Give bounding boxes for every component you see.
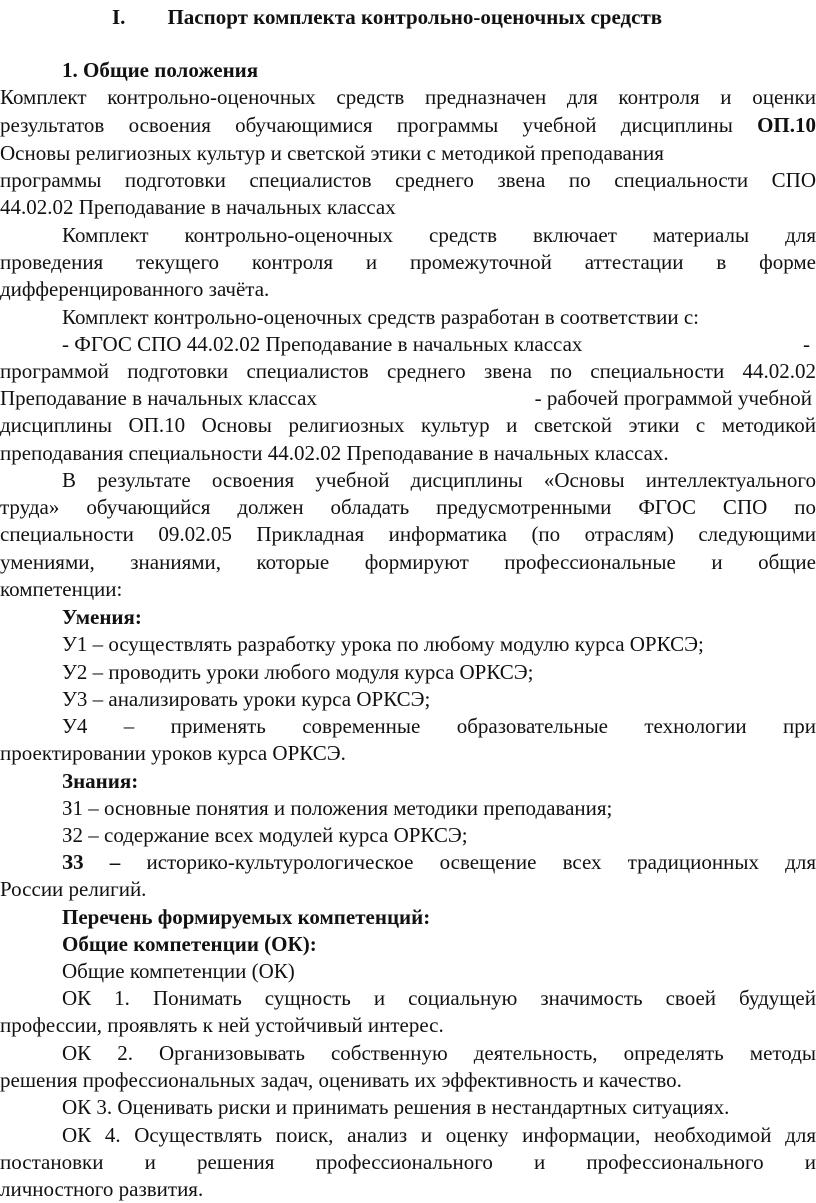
p1-line-2-text: результатов освоения обучающимися программы учебной дисциплины — [0, 113, 733, 137]
p2-line-3: дифференцированного зачёта. — [0, 276, 816, 303]
ok-plain-heading: Общие компетенции (ОК) — [0, 958, 816, 985]
p2-line-1: Комплект контрольно-оценочных средств включает материалы для — [0, 222, 816, 249]
ok3: ОК 3. Оценивать риски и принимать решения в нестандартных ситуациях. — [0, 1094, 816, 1121]
skill-u4-line-1: У4 – применять современные образовательные технологии при — [0, 713, 816, 740]
p3-line-4-tail: - рабочей программой учебной — [535, 385, 812, 412]
ok1-line-2: профессии, проявлять к ней устойчивый интерес. — [0, 1012, 816, 1039]
ok2-line-2: решения профессиональных задач, оценивать их эффективность и качество. — [0, 1067, 816, 1094]
competencies-list-heading: Перечень формируемых компетенций: — [0, 904, 816, 931]
p3-line-4 — [0, 385, 816, 412]
p4-line-5: компетенции: — [0, 576, 816, 603]
p4-line-2: труда» обучающийся должен обладать предусмотренными ФГОС СПО по — [0, 494, 816, 521]
p3-line-2 — [0, 331, 816, 358]
ok4-line-3: личностного развития. — [0, 1176, 816, 1203]
section-title — [112, 2, 662, 32]
ok2-line-1: ОК 2. Организовывать собственную деятельность, определять методы — [0, 1040, 816, 1067]
p2-line-2: проведения текущего контроля и промежуточной аттестации в форме — [0, 249, 816, 276]
skill-u1: У1 – осуществлять разработку урока по любому модулю курса ОРКСЭ; — [0, 631, 816, 658]
p1-line-5: 44.02.02 Преподавание в начальных классах — [0, 194, 816, 221]
skills-heading: Умения: — [0, 604, 816, 631]
p3-line-2-text: - ФГОС СПО 44.02.02 Преподавание в начальных классах — [62, 332, 582, 356]
knowledge-heading: Знания: — [0, 768, 816, 795]
knowledge-z3-line-2: России религий. — [0, 876, 816, 903]
knowledge-z3-label: З3 – — [62, 850, 120, 874]
section-title-text: Паспорт комплекта контрольно-оценочных средств — [167, 5, 662, 29]
p3-line-3: программой подготовки специалистов среднего звена по специальности 44.02.02 — [0, 358, 816, 385]
p4-line-4: умениями, знаниями, которые формируют профессиональные и общие — [0, 549, 816, 576]
knowledge-z3-text: историко-культурологическое освещение всех традиционных для — [147, 850, 816, 874]
p1-line-2 — [0, 112, 816, 139]
p1-line-4: программы подготовки специалистов среднего звена по специальности СПО — [0, 167, 816, 194]
knowledge-z1: З1 – основные понятия и положения методики преподавания; — [0, 795, 816, 822]
p3-line-5: дисциплины ОП.10 Основы религиозных культур и светской этики с методикой — [0, 412, 816, 439]
p1-line-1: Комплект контрольно-оценочных средств предназначен для контроля и оценки — [0, 84, 816, 111]
p4-line-3: специальности 09.02.05 Прикладная информатика (по отраслям) следующими — [0, 521, 816, 548]
p1-line-3: Основы религиозных культур и светской этики с методикой преподавания — [0, 140, 816, 167]
p3-line-4-text: Преподавание в начальных классах — [0, 386, 317, 410]
p3-line-1: Комплект контрольно-оценочных средств разработан в соответствии с: — [0, 304, 816, 331]
knowledge-z2: З2 – содержание всех модулей курса ОРКСЭ; — [0, 822, 816, 849]
p4-line-1: В результате освоения учебной дисциплины «Основы интеллектуального — [0, 467, 816, 494]
ok4-line-1: ОК 4. Осуществлять поиск, анализ и оценку информации, необходимой для — [0, 1122, 816, 1149]
knowledge-z3-line-1 — [0, 849, 816, 876]
p3-line-2-dash: - — [803, 331, 810, 358]
skill-u2: У2 – проводить уроки любого модуля курса ОРКСЭ; — [0, 659, 816, 686]
skill-u4-line-2: проектировании уроков курса ОРКСЭ. — [0, 740, 816, 767]
ok-heading: Общие компетенции (ОК): — [0, 931, 816, 958]
p3-line-6: преподавания специальности 44.02.02 Преподавание в начальных классах. — [0, 440, 816, 467]
ok1-line-1: ОК 1. Понимать сущность и социальную значимость своей будущей — [0, 985, 816, 1012]
section-number: I. — [112, 5, 125, 29]
general-heading: 1. Общие положения — [0, 57, 816, 84]
skill-u3: У3 – анализировать уроки курса ОРКСЭ; — [0, 686, 816, 713]
discipline-code: ОП.10 — [757, 113, 816, 137]
ok4-line-2: постановки и решения профессионального и профессионального и — [0, 1149, 816, 1176]
